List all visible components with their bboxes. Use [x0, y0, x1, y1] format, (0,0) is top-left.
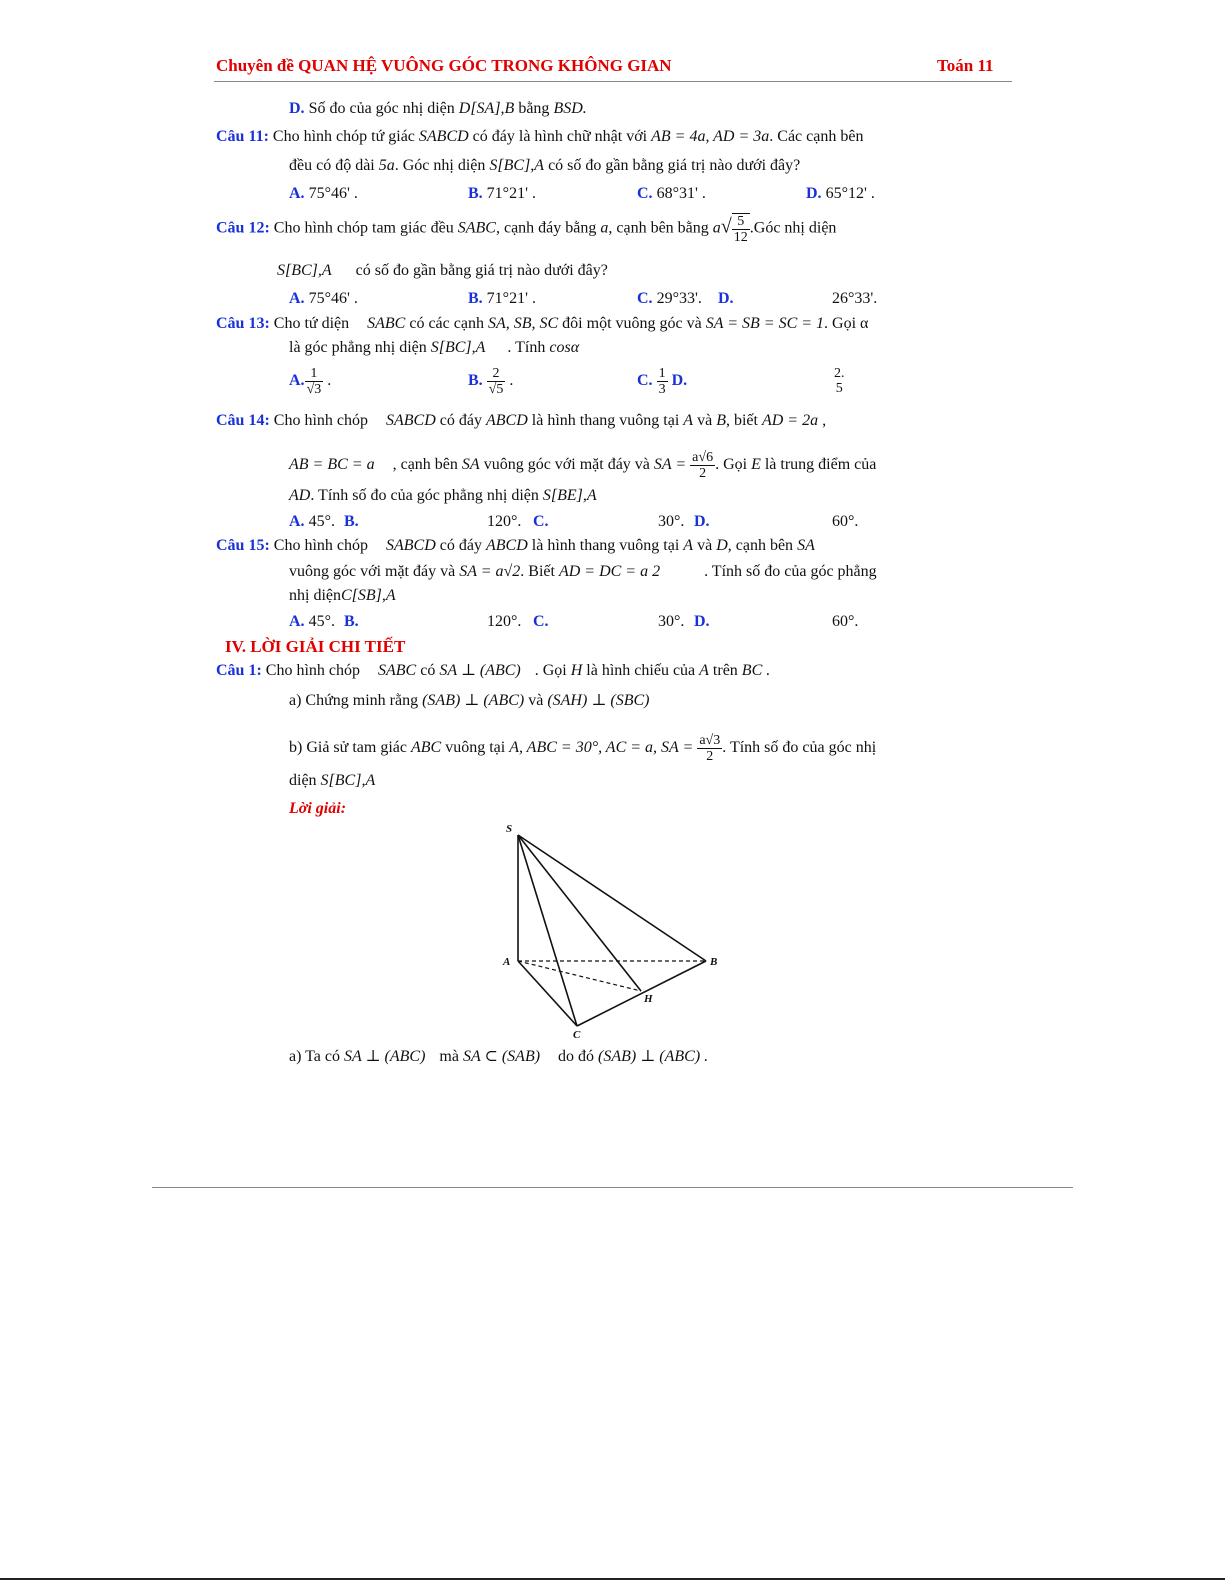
pyramid-figure [500, 820, 730, 1042]
option-b-label: B. [344, 513, 359, 530]
header-title: Chuyên đề QUAN HỆ VUÔNG GÓC TRONG KHÔNG GIAN [216, 56, 672, 75]
label-c: C [573, 1029, 581, 1041]
section-heading: IV. LỜI GIẢI CHI TIẾT [225, 637, 406, 656]
label-b: B [710, 956, 718, 968]
edge-ac [518, 961, 577, 1026]
label-s: S [506, 823, 513, 835]
option-b: B. 71°21' . [468, 185, 536, 202]
option-a: A. 45°. [289, 613, 335, 630]
question-15-line3: nhị diệnC[SB],A [289, 587, 396, 604]
solution-1-line1: Câu 1: Cho hình chóp SABC có SA ⊥ (ABC) . Gọi H là hình chiếu của A trên BC . [216, 662, 771, 679]
page-bottom-border [0, 1578, 1225, 1580]
edge-sc [518, 835, 577, 1026]
question-11-line1: Câu 11: Cho hình chóp tứ giác SABCD có đáy là hình chữ nhật với AB = 4a, AD = 3a. Các cạnh bên [216, 128, 864, 145]
option-d-label: D. [718, 290, 734, 307]
solution-1-part-b-line2: diện S[BC],A [289, 772, 376, 789]
header-subject: Toán 11 [937, 56, 994, 75]
sqrt-fraction: $\frac{5}{12}$ [733, 214, 748, 245]
edge-sb [518, 835, 706, 961]
header-divider [214, 81, 1012, 82]
answer-a-line: a) Ta có SA ⊥ (ABC) mà SA ⊂ (SAB) do đó (SAB) ⊥ (ABC) . [289, 1048, 709, 1065]
option-c-label: C. [533, 613, 549, 630]
option-c-value: 30°. [658, 613, 685, 630]
option-b: B. $\frac{2}{√5}$ . [468, 366, 514, 397]
question-15-line2: vuông góc với mặt đáy và SA = a√2. Biết AD = DC = a 2 . Tính số đo của góc phẳng [289, 563, 877, 580]
question-14-line1: Câu 14: Cho hình chóp SABCD có đáy ABCD là hình thang vuông tại A và B, biết AD = 2a , [216, 412, 827, 429]
option-d-label: D. [694, 613, 710, 630]
question-14-line3: AD. Tính số đo của góc phẳng nhị diện S[BE],A [289, 487, 597, 504]
option-a: A. 45°. [289, 513, 335, 530]
option-d-value: 60°. [832, 613, 859, 630]
question-15-line1: Câu 15: Cho hình chóp SABCD có đáy ABCD là hình thang vuông tại A và D, cạnh bên SA [216, 537, 815, 554]
question-14-line2: AB = BC = a , cạnh bên SA vuông góc với mặt đáy và SA = $\frac{a√6}{2}$ . Gọi E là trung điểm của [289, 450, 877, 481]
option-d-label: D. [694, 513, 710, 530]
footer-divider [152, 1187, 1073, 1188]
question-12-line1: Câu 12: Cho hình chóp tam giác đều SABC, cạnh đáy bằng a, cạnh bên bằng a√ $\frac{5}{12}$ .Góc nhị diện [216, 214, 837, 245]
question-12-line2: S[BC],A có số đo gần bằng giá trị nào dưới đây? [277, 262, 608, 279]
question-13-line1: Câu 13: Cho tứ diện SABC có các cạnh SA, SB, SC đôi một vuông góc và SA = SB = SC = 1. Gọi α [216, 315, 869, 332]
question-11-line2: đều có độ dài 5a. Góc nhị diện S[BC],A có số đo gần bằng giá trị nào dưới đây? [289, 157, 801, 174]
option-b-label: B. [344, 613, 359, 630]
option-a: A. $\frac{1}{√3}$ . [289, 366, 332, 397]
option-b-value: 120°. [487, 513, 522, 530]
option-d-value: 26°33'. [832, 290, 878, 307]
solution-label: Lời giải: [289, 800, 347, 817]
option-d-value: 2. 5 [834, 366, 845, 396]
label-a: A [503, 956, 511, 968]
option-d-top: D. Số đo của góc nhị diện D[SA],B bằng BSD. [289, 100, 587, 117]
option-c: C. $\frac{1}{3}$ D. [637, 366, 688, 397]
option-a: A. 75°46' . [289, 290, 358, 307]
option-d-value: 60°. [832, 513, 859, 530]
question-13-line2: là góc phẳng nhị diện S[BC],A . Tính cosα [289, 339, 580, 356]
option-a: A. 75°46' . [289, 185, 358, 202]
edge-sh [518, 835, 641, 991]
label-h: H [644, 993, 653, 1005]
option-b: B. 71°21' . [468, 290, 536, 307]
option-c: C. 29°33'. [637, 290, 702, 307]
solution-1-part-a: a) Chứng minh rằng (SAB) ⊥ (ABC) và (SAH) ⊥ (SBC) [289, 692, 650, 709]
edge-bc [577, 961, 706, 1026]
option-c-value: 30°. [658, 513, 685, 530]
solution-1-part-b: b) Giả sử tam giác ABC vuông tại A, ABC = 30°, AC = a, SA = $\frac{a√3}{2}$ . Tính số đo của góc nhị [289, 733, 877, 764]
option-b-value: 120°. [487, 613, 522, 630]
option-c: C. 68°31' . [637, 185, 706, 202]
edge-ah-hidden [518, 961, 641, 991]
option-d: D. 65°12' . [806, 185, 875, 202]
option-c-label: C. [533, 513, 549, 530]
